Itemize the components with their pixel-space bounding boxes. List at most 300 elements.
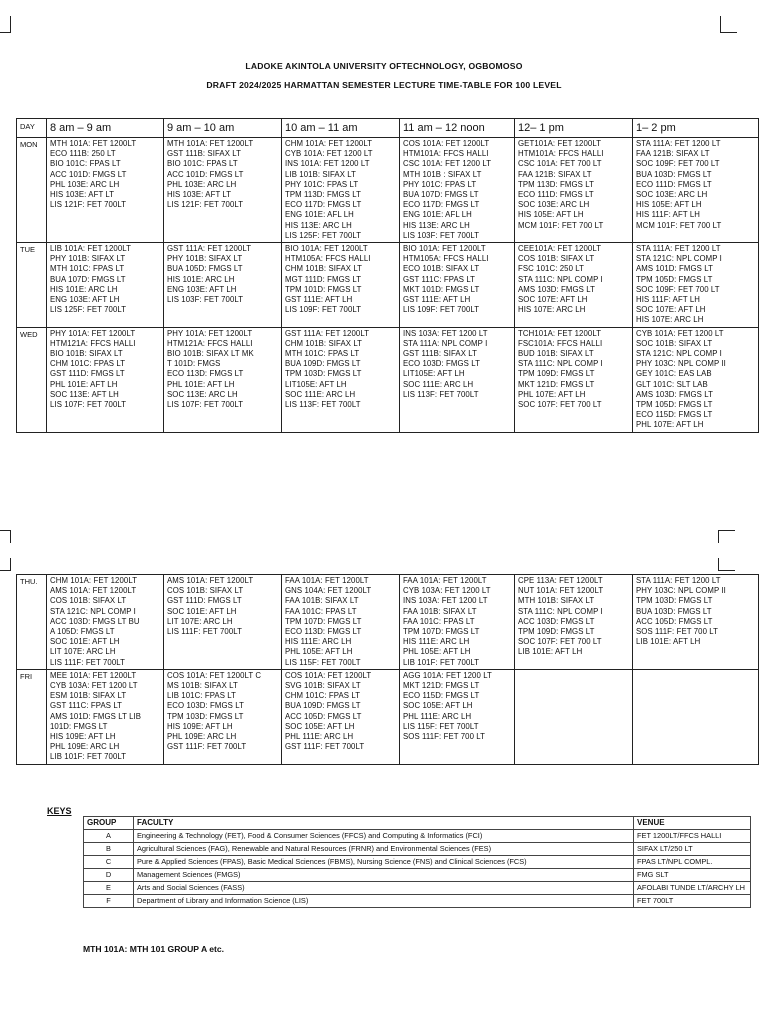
course-entry: GLT 101C: SLT LAB	[636, 379, 708, 389]
keys-header-cell: VENUE	[634, 817, 751, 830]
course-entry: SOS 111F: FET 700 LT	[636, 627, 719, 637]
course-entry: LIB 101F: FET 700LT	[403, 657, 480, 667]
course-entry: LIB 101E: AFT LH	[636, 637, 701, 647]
venue-cell: FET 1200LT/FFCS HALLI	[634, 830, 751, 843]
course-entry: SOC 107E: AFT LH	[636, 305, 706, 315]
course-entry: FAA 121B: SIFAX LT	[636, 149, 710, 159]
course-entry: MCM 101F: FET 700 LT	[636, 220, 722, 230]
course-entry: MKT 121D: FMGS LT	[518, 379, 595, 389]
course-entry: COS 101A: FET 1200LT	[285, 670, 372, 680]
slot-cell	[633, 575, 759, 670]
course-entry: STA 111C: NPL COMP I	[518, 274, 603, 284]
group-cell: C	[84, 856, 134, 869]
course-entry: HIS 101E: ARC LH	[50, 284, 118, 294]
course-entry: ENG 101E: AFL LH	[285, 210, 354, 220]
course-entry: GST 111A: FET 1200LT	[285, 328, 370, 338]
keys-table	[83, 816, 751, 908]
course-entry: HIS 101E: ARC LH	[167, 274, 235, 284]
course-entry: ECO 111B: 250 LT	[50, 149, 116, 159]
course-entry: HIS 105E: AFT LH	[636, 200, 702, 210]
footnote: MTH 101A: MTH 101 GROUP A etc.	[83, 944, 225, 954]
course-entry: AMS 103D: FMGS LT	[518, 284, 595, 294]
time-slot-header: 8 am – 9 am	[47, 119, 164, 138]
course-entry: INS 103A: FET 1200 LT	[403, 328, 488, 338]
course-entry: COS 101B: SIFAX LT	[167, 586, 244, 596]
course-entry: PHY 101B: SIFAX LT	[50, 254, 126, 264]
slot-cell	[282, 138, 400, 243]
course-entry: GST 111F: FET 700LT	[167, 742, 247, 752]
course-entry: LIT105E: AFT LH	[403, 369, 465, 379]
course-entry: FAA 101A: FET 1200LT	[403, 576, 487, 585]
course-entry: HIS 109E: AFT LH	[50, 732, 116, 742]
course-entry: STA 111C: NPL COMP I	[518, 359, 603, 369]
course-entry: FAA 101A: FET 1200LT	[285, 576, 369, 585]
slot-cell	[47, 138, 164, 243]
course-entry: SOC 107F: FET 700 LT	[518, 637, 602, 647]
course-entry: LIS 107F: FET 700LT	[167, 400, 244, 410]
group-cell: F	[84, 895, 134, 908]
faculty-cell: Agricultural Sciences (FAG), Renewable and Natural Resources (FRNR) and Environmental Sciences (FES)	[134, 843, 634, 856]
course-entry: GNS 104A: FET 1200LT	[285, 586, 372, 596]
day-header: DAY	[17, 119, 47, 138]
course-entry: BUA 109D: FMGS LT	[285, 701, 361, 711]
course-entry: PHL 105E: AFT LH	[285, 647, 353, 657]
course-entry: HIS 111F: AFT LH	[636, 295, 700, 305]
course-entry: TPM 101D: FMGS LT	[285, 284, 362, 294]
course-entry: HTM105A: FFCS HALLI	[285, 254, 371, 264]
course-entry: ACC 101D: FMGS LT	[50, 169, 127, 179]
course-entry: ACC 103D: FMGS LT	[518, 616, 595, 626]
course-entry: LIS 113F: FET 700LT	[403, 389, 479, 399]
course-entry: CHM 101C: FPAS LT	[285, 691, 361, 701]
slot-cell	[164, 138, 282, 243]
course-entry: BUA 107D: FMGS LT	[403, 190, 479, 200]
faculty-cell: Engineering & Technology (FET), Food & Consumer Sciences (FFCS) and Computing & Informatics (FCI)	[134, 830, 634, 843]
course-entry: AMS 103D: FMGS LT	[636, 389, 713, 399]
keys-title: KEYS	[47, 806, 72, 816]
course-entry: T 101D: FMGS	[167, 359, 221, 369]
course-entry: ECO 113D: FMGS LT	[285, 627, 362, 637]
timetable-part-1	[16, 118, 759, 433]
time-slot-header: 9 am – 10 am	[164, 119, 282, 138]
course-entry: STA 111A: FET 1200 LT	[636, 139, 721, 148]
course-entry: HIS 107E: ARC LH	[518, 305, 586, 315]
course-entry: MS 101B: SIFAX LT	[167, 681, 238, 691]
course-entry: AMS 101A: FET 1200LT	[167, 576, 254, 585]
course-entry: BIO 101C: FPAS LT	[50, 159, 121, 169]
course-entry: TPM 103D: FMGS LT	[285, 369, 362, 379]
course-entry: ECO 117D: FMGS LT	[285, 200, 362, 210]
crop-mark	[0, 16, 11, 33]
course-entry: STA 111C: NPL COMP I	[518, 606, 603, 616]
faculty-cell: Management Sciences (FMGS)	[134, 869, 634, 882]
course-entry: GST 111B: SIFAX LT	[403, 349, 478, 359]
course-entry: SOC 113E: AFT LH	[50, 389, 119, 399]
course-entry: BIO 101A: FET 1200LT	[403, 244, 486, 254]
time-header-row	[17, 119, 759, 138]
course-entry: HTM105A: FFCS HALLI	[403, 254, 489, 264]
course-entry: LIS 103F: FET 700LT	[403, 230, 480, 240]
course-entry: ECO 113D: FMGS LT	[167, 369, 244, 379]
course-entry: LIS 115F: FET 700LT	[285, 657, 361, 667]
slot-cell	[47, 327, 164, 432]
course-entry: GST 111D: FMGS LT	[167, 596, 242, 606]
university-title: LADOKE AKINTOLA UNIVERSITY OFTECHNOLOGY, OGBOMOSO	[245, 61, 523, 71]
course-entry: ENG 103E: AFT LH	[50, 295, 120, 305]
course-entry: ECO 111D: FMGS LT	[636, 179, 712, 189]
course-entry: HTM101A: FFCS HALLI	[403, 149, 489, 159]
course-entry: STA 111A: NPL COMP I	[403, 338, 488, 348]
keys-row	[84, 882, 751, 895]
course-entry: ESM 101B: SIFAX LT	[50, 691, 127, 701]
document-subtitle: DRAFT 2024/2025 HARMATTAN SEMESTER LECTURE TIME-TABLE FOR 100 LEVEL	[206, 80, 562, 90]
course-entry: LIS 109F: FET 700LT	[285, 305, 362, 315]
course-entry: CHM 101B: SIFAX LT	[285, 264, 363, 274]
course-entry: LIB 101F: FET 700LT	[50, 752, 127, 762]
course-entry: MKT 101D: FMGS LT	[403, 284, 480, 294]
course-entry: CSC 101A: FET 1200 LT	[403, 159, 492, 169]
keys-row	[84, 856, 751, 869]
course-entry: LIS 109F: FET 700LT	[403, 305, 480, 315]
day-row	[17, 243, 759, 328]
course-entry: 101D: FMGS LT	[50, 721, 108, 731]
course-entry: BIO 101C: FPAS LT	[167, 159, 238, 169]
course-entry: SOC 101B: SIFAX LT	[636, 338, 713, 348]
faculty-cell: Department of Library and Information Science (LIS)	[134, 895, 634, 908]
course-entry: HIS 105E: AFT LH	[518, 210, 584, 220]
slot-cell	[400, 575, 515, 670]
course-entry: STA 121C: NPL COMP I	[636, 349, 722, 359]
course-entry: GST 111E: AFT LH	[285, 295, 353, 305]
day-label: FRI	[17, 669, 47, 764]
keys-row	[84, 843, 751, 856]
day-label: MON	[17, 138, 47, 243]
course-entry: GEY 101C: EAS LAB	[636, 369, 712, 379]
course-entry: HIS 109E: AFT LH	[167, 721, 233, 731]
slot-cell	[515, 669, 633, 764]
keys-row	[84, 830, 751, 843]
course-entry: SOC 111E: ARC LH	[285, 389, 356, 399]
slot-cell	[515, 575, 633, 670]
course-entry: CPE 113A: FET 1200LT	[518, 576, 603, 585]
course-entry: PHL 107E: AFT LH	[518, 389, 586, 399]
course-entry: STA 121C: NPL COMP I	[50, 606, 136, 616]
group-cell: B	[84, 843, 134, 856]
course-entry: COS 101B: SIFAX LT	[518, 254, 595, 264]
course-entry: COS 101A: FET 1200LT	[403, 139, 490, 148]
day-row	[17, 138, 759, 243]
course-entry: HIS 103E: AFT LT	[167, 190, 232, 200]
course-entry: GET101A: FET 1200LT	[518, 139, 602, 148]
course-entry: LIT 107E: ARC LH	[167, 616, 233, 626]
course-entry: CYB 103A: FET 1200 LT	[403, 586, 491, 596]
course-entry: MKT 121D: FMGS LT	[403, 681, 480, 691]
course-entry: FSC 101C: 250 LT	[518, 264, 585, 274]
course-entry: STA 121C: NPL COMP I	[636, 254, 722, 264]
course-entry: TPM 109D: FMGS LT	[518, 369, 595, 379]
course-entry: HIS 111F: AFT LH	[636, 210, 700, 220]
course-entry: CYB 101A: FET 1200 LT	[285, 149, 373, 159]
course-entry: ECO 115D: FMGS LT	[636, 410, 713, 420]
group-cell: E	[84, 882, 134, 895]
course-entry: BIO 101A: FET 1200LT	[285, 244, 368, 254]
crop-mark	[718, 530, 735, 543]
course-entry: BUA 103D: FMGS LT	[636, 169, 712, 179]
crop-mark	[720, 16, 737, 33]
course-entry: LIB 101C: FPAS LT	[167, 691, 237, 701]
slot-cell	[282, 243, 400, 328]
slot-cell	[164, 575, 282, 670]
course-entry: LIT 107E: ARC LH	[50, 647, 116, 657]
course-entry: CHM 101A: FET 1200LT	[50, 576, 138, 585]
course-entry: MTH 101A: FET 1200LT	[167, 139, 254, 148]
slot-cell	[633, 669, 759, 764]
course-entry: PHY 101C: FPAS LT	[285, 179, 359, 189]
course-entry: PHL 107E: AFT LH	[636, 420, 704, 430]
day-label: TUE	[17, 243, 47, 328]
course-entry: PHL 105E: AFT LH	[403, 647, 471, 657]
course-entry: FSC101A: FFCS HALLI	[518, 338, 603, 348]
course-entry: HIS 103E: AFT LT	[50, 190, 115, 200]
course-entry: ECO 101B: SIFAX LT	[403, 264, 480, 274]
slot-cell	[282, 327, 400, 432]
course-entry: ECO 115D: FMGS LT	[403, 691, 480, 701]
course-entry: PHL 109E: ARC LH	[50, 742, 120, 752]
course-entry: ENG 103E: AFT LH	[167, 284, 237, 294]
course-entry: MTH 101C: FPAS LT	[50, 264, 125, 274]
course-entry: GST 111C: FPAS LT	[403, 274, 476, 284]
course-entry: BUA 103D: FMGS LT	[636, 606, 712, 616]
faculty-cell: Pure & Applied Sciences (FPAS), Basic Medical Sciences (FBMS), Nursing Science (FNS) and Clinical Sciences (FCS)	[134, 856, 634, 869]
course-entry: SOC 111E: ARC LH	[403, 379, 474, 389]
course-entry: LIS 103F: FET 700LT	[167, 295, 244, 305]
course-entry: INS 103A: FET 1200 LT	[403, 596, 488, 606]
course-entry: GST 111C: FPAS LT	[50, 701, 123, 711]
course-entry: FAA 101C: FPAS LT	[403, 616, 475, 626]
course-entry: FAA 101B: SIFAX LT	[285, 596, 359, 606]
course-entry: AMS 101D: FMGS LT LIB	[50, 711, 142, 721]
course-entry: ACC 103D: FMGS LT BU	[50, 616, 140, 626]
course-entry: STA 111A: FET 1200 LT	[636, 576, 721, 585]
course-entry: AMS 101D: FMGS LT	[636, 264, 713, 274]
course-entry: SOC 101E: AFT LH	[167, 606, 237, 616]
course-entry: SOC 113E: ARC LH	[167, 389, 238, 399]
group-cell: D	[84, 869, 134, 882]
course-entry: TPM 113D: FMGS LT	[518, 179, 594, 189]
course-entry: COS 101B: SIFAX LT	[50, 596, 127, 606]
course-entry: PHL 109E: ARC LH	[167, 732, 237, 742]
day-row	[17, 327, 759, 432]
keys-header-cell: GROUP	[84, 817, 134, 830]
course-entry: PHL 101E: AFT LH	[50, 379, 118, 389]
keys-header-row	[84, 817, 751, 830]
course-entry: CHM 101C: FPAS LT	[50, 359, 126, 369]
course-entry: A 105D: FMGS LT	[50, 627, 115, 637]
course-entry: AGG 101A: FET 1200 LT	[403, 670, 492, 680]
course-entry: LIS 121F: FET 700LT	[50, 200, 127, 210]
course-entry: PHL 103E: ARC LH	[50, 179, 120, 189]
course-entry: GST 111B: SIFAX LT	[167, 149, 242, 159]
course-entry: ACC 101D: FMGS LT	[167, 169, 244, 179]
course-entry: HIS 107E: ARC LH	[636, 315, 704, 325]
course-entry: LIS 125F: FET 700LT	[50, 305, 127, 315]
crop-mark	[0, 530, 11, 543]
slot-cell	[47, 669, 164, 764]
course-entry: ECO 103D: FMGS LT	[167, 701, 244, 711]
slot-cell	[164, 669, 282, 764]
slot-cell	[515, 138, 633, 243]
course-entry: PHL 111E: ARC LH	[403, 711, 472, 721]
course-entry: BUA 109D: FMGS LT	[285, 359, 361, 369]
course-entry: FAA 121B: SIFAX LT	[518, 169, 592, 179]
course-entry: SOC 103E: ARC LH	[636, 190, 708, 200]
course-entry: TCH101A: FET 1200LT	[518, 328, 602, 338]
course-entry: HIS 111E: ARC LH	[403, 637, 470, 647]
faculty-cell: Arts and Social Sciences (FASS)	[134, 882, 634, 895]
course-entry: SOS 111F: FET 700 LT	[403, 732, 486, 742]
course-entry: LIS 107F: FET 700LT	[50, 400, 127, 410]
crop-mark	[0, 558, 11, 571]
course-entry: HTM101A: FFCS HALLI	[518, 149, 604, 159]
course-entry: BUA 105D: FMGS LT	[167, 264, 243, 274]
course-entry: LIB 101A: FET 1200LT	[50, 244, 132, 254]
course-entry: LIB 101E: AFT LH	[518, 647, 583, 657]
course-entry: NUT 101A: FET 1200LT	[518, 586, 604, 596]
time-slot-header: 11 am – 12 noon	[400, 119, 515, 138]
course-entry: ENG 101E: AFL LH	[403, 210, 472, 220]
course-entry: BIO 101B: SIFAX LT MK	[167, 349, 254, 359]
course-entry: SOC 107E: AFT LH	[518, 295, 588, 305]
course-entry: SOC 103E: ARC LH	[518, 200, 590, 210]
keys-header-cell: FACULTY	[134, 817, 634, 830]
course-entry: MTH 101B : SIFAX LT	[403, 169, 482, 179]
crop-mark	[718, 558, 735, 571]
course-entry: MTH 101A: FET 1200LT	[50, 139, 137, 148]
course-entry: MCM 101F: FET 700 LT	[518, 220, 604, 230]
slot-cell	[400, 243, 515, 328]
slot-cell	[400, 327, 515, 432]
course-entry: HIS 113E: ARC LH	[403, 220, 470, 230]
course-entry: HTM121A: FFCS HALLI	[50, 338, 136, 348]
slot-cell	[164, 243, 282, 328]
course-entry: ECO 103D: FMGS LT	[403, 359, 480, 369]
course-entry: MEE 101A: FET 1200LT	[50, 670, 137, 680]
keys-row	[84, 895, 751, 908]
course-entry: GST 111F: FET 700LT	[285, 742, 365, 752]
course-entry: ACC 105D: FMGS LT	[636, 616, 713, 626]
course-entry: LIS 113F: FET 700LT	[285, 400, 361, 410]
course-entry: LIS 125F: FET 700LT	[285, 230, 362, 240]
course-entry: CEE101A: FET 1200LT	[518, 244, 602, 254]
course-entry: TPM 105D: FMGS LT	[636, 400, 713, 410]
course-entry: AMS 101A: FET 1200LT	[50, 586, 137, 596]
slot-cell	[47, 243, 164, 328]
course-entry: GST 111D: FMGS LT	[50, 369, 125, 379]
course-entry: FAA 101B: SIFAX LT	[403, 606, 477, 616]
course-entry: PHL 101E: AFT LH	[167, 379, 235, 389]
course-entry: LIS 111F: FET 700LT	[167, 627, 242, 637]
course-entry: PHL 103E: ARC LH	[167, 179, 237, 189]
course-entry: TPM 113D: FMGS LT	[285, 190, 361, 200]
group-cell: A	[84, 830, 134, 843]
course-entry: HIS 113E: ARC LH	[285, 220, 352, 230]
course-entry: TPM 103D: FMGS LT	[636, 596, 713, 606]
course-entry: LIB 101B: SIFAX LT	[285, 169, 356, 179]
course-entry: TPM 107D: FMGS LT	[285, 616, 362, 626]
slot-cell	[164, 327, 282, 432]
course-entry: SOC 105E: AFT LH	[403, 701, 473, 711]
course-entry: TPM 103D: FMGS LT	[167, 711, 244, 721]
course-entry: TPM 105D: FMGS LT	[636, 274, 713, 284]
keys-row	[84, 869, 751, 882]
slot-cell	[633, 327, 759, 432]
course-entry: MTH 101C: FPAS LT	[285, 349, 360, 359]
venue-cell: SIFAX LT/250 LT	[634, 843, 751, 856]
slot-cell	[515, 243, 633, 328]
course-entry: LIT105E: AFT LH	[285, 379, 347, 389]
course-entry: BUD 101B: SIFAX LT	[518, 349, 594, 359]
course-entry: TPM 107D: FMGS LT	[403, 627, 480, 637]
course-entry: HIS 111E: ARC LH	[285, 637, 352, 647]
slot-cell	[282, 669, 400, 764]
course-entry: FAA 101C: FPAS LT	[285, 606, 357, 616]
slot-cell	[633, 243, 759, 328]
course-entry: PHY 101A: FET 1200LT	[50, 328, 136, 338]
course-entry: STA 111A: FET 1200 LT	[636, 244, 721, 254]
course-entry: LIS 111F: FET 700LT	[50, 657, 125, 667]
course-entry: INS 101A: FET 1200 LT	[285, 159, 370, 169]
course-entry: PHY 103C: NPL COMP II	[636, 359, 726, 369]
course-entry: CHM 101B: SIFAX LT	[285, 338, 363, 348]
course-entry: PHY 101B: SIFAX LT	[167, 254, 243, 264]
course-entry: SOC 105E: AFT LH	[285, 721, 355, 731]
course-entry: BIO 101B: SIFAX LT	[50, 349, 123, 359]
day-row	[17, 669, 759, 764]
slot-cell	[400, 138, 515, 243]
venue-cell: FET 700LT	[634, 895, 751, 908]
course-entry: SOC 101E: AFT LH	[50, 637, 120, 647]
course-entry: GST 111E: AFT LH	[403, 295, 471, 305]
course-entry: SOC 109F: FET 700 LT	[636, 284, 720, 294]
course-entry: MTH 101B: SIFAX LT	[518, 596, 595, 606]
course-entry: ECO 117D: FMGS LT	[403, 200, 480, 210]
slot-cell	[47, 575, 164, 670]
day-label: THU.	[17, 575, 47, 670]
course-entry: COS 101A: FET 1200LT C	[167, 670, 262, 680]
venue-cell: FPAS LT/NPL COMPL.	[634, 856, 751, 869]
course-entry: PHY 101A: FET 1200LT	[167, 328, 253, 338]
course-entry: CSC 101A: FET 700 LT	[518, 159, 602, 169]
timetable-part-2	[16, 574, 759, 765]
venue-cell: AFOLABI TUNDE LT/ARCHY LH	[634, 882, 751, 895]
day-label: WED	[17, 327, 47, 432]
course-entry: GST 111A: FET 1200LT	[167, 244, 252, 254]
course-entry: ECO 111D: FMGS LT	[518, 190, 594, 200]
course-entry: PHY 101C: FPAS LT	[403, 179, 477, 189]
course-entry: LIS 115F: FET 700LT	[403, 721, 479, 731]
course-entry: TPM 109D: FMGS LT	[518, 627, 595, 637]
course-entry: BUA 107D: FMGS LT	[50, 274, 126, 284]
course-entry: SOC 107F: FET 700 LT	[518, 400, 602, 410]
time-slot-header: 1– 2 pm	[633, 119, 759, 138]
time-slot-header: 12– 1 pm	[515, 119, 633, 138]
course-entry: LIS 121F: FET 700LT	[167, 200, 244, 210]
slot-cell	[282, 575, 400, 670]
venue-cell: FMG SLT	[634, 869, 751, 882]
course-entry: HTM121A: FFCS HALLI	[167, 338, 253, 348]
course-entry: SVG 101B: SIFAX LT	[285, 681, 361, 691]
course-entry: PHY 103C: NPL COMP II	[636, 586, 726, 596]
